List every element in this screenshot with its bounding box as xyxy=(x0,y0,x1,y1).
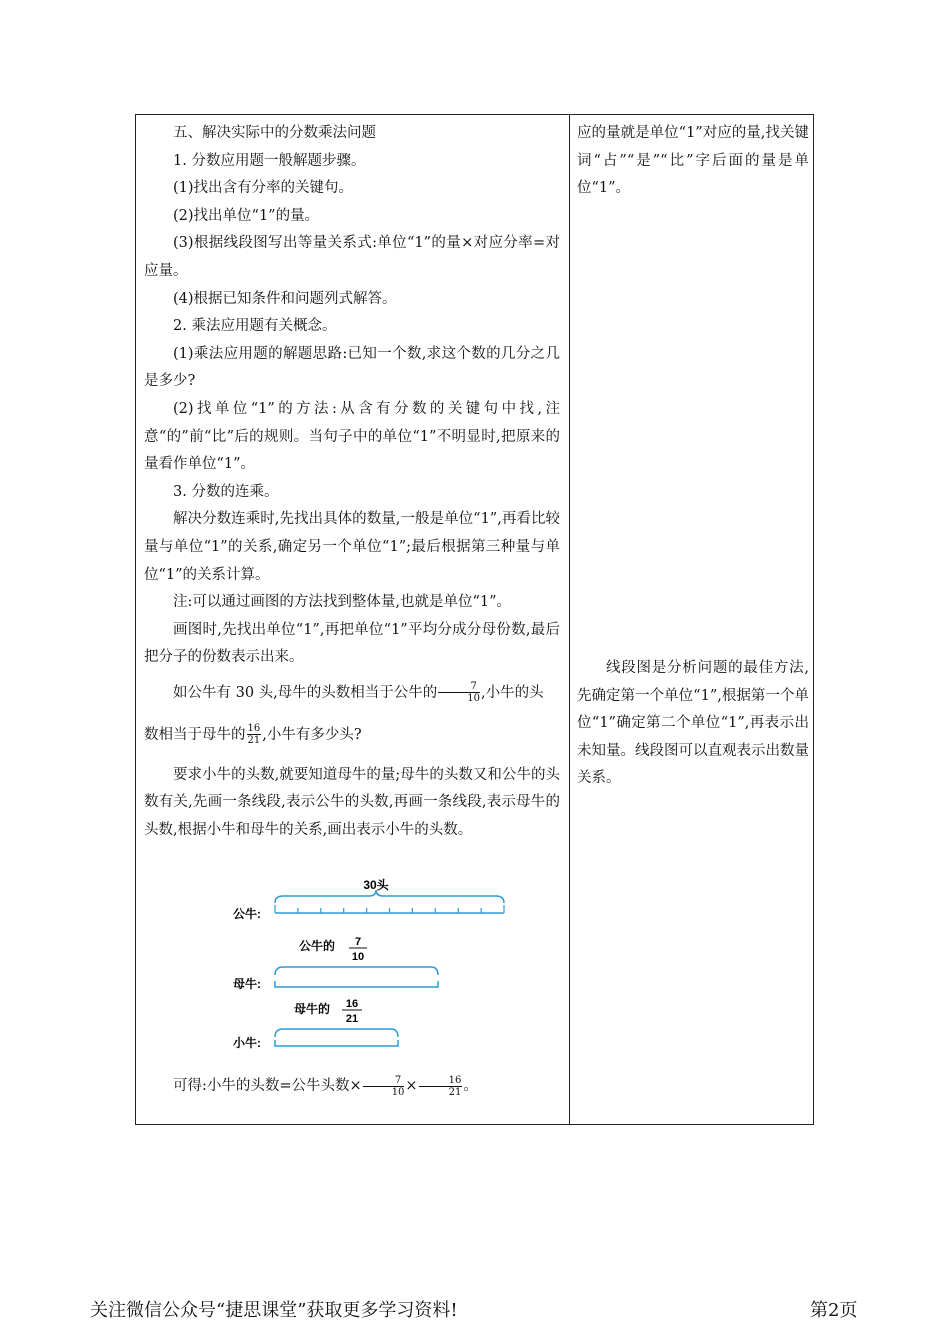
example-text: 数相当于母牛的 xyxy=(144,726,246,743)
muniu-label: 母牛: xyxy=(233,977,261,991)
diagram-fraction-denominator: 21 xyxy=(345,1013,359,1025)
example-text: ,小牛的头 xyxy=(481,684,544,701)
paragraph: 要求小牛的头数,就要知道母牛的量;母牛的头数又和公牛的头数有关,先画一条线段,表示公牛的头数,再画一条线段,表示母牛的头数,根据小牛和母牛的关系,画出表示小牛的头数。 xyxy=(144,766,560,839)
muniu-brace xyxy=(275,967,438,975)
gongniu-label: 公牛: xyxy=(233,907,261,921)
column-divider xyxy=(569,115,570,1124)
total-brace xyxy=(275,890,504,903)
xiaoniu-brace xyxy=(275,1029,398,1037)
total-label: 30头 xyxy=(363,878,389,892)
result-line xyxy=(144,1065,560,1107)
example-line-1 xyxy=(144,672,560,714)
fraction-denominator: 21 xyxy=(448,1086,462,1098)
paragraph: (3)根据线段图写出等量关系式:单位“1”的量×对应分率=对应量。 xyxy=(144,235,560,279)
example-text: 如公牛有 30 头,母牛的头数相当于公牛的 xyxy=(173,684,438,701)
left-column xyxy=(144,120,560,845)
result-block xyxy=(144,1065,560,1107)
fraction-numerator: 16 xyxy=(419,1075,463,1087)
paragraph: 3. 分数的连乘。 xyxy=(173,483,279,500)
section-title: 五、解决实际中的分数乘法问题 xyxy=(173,125,376,141)
diagram-fraction-denominator: 10 xyxy=(351,951,365,963)
xiaoniu-caption: 母牛的 xyxy=(294,1002,331,1016)
fraction-7-10 xyxy=(363,1075,405,1098)
muniu-caption: 公牛的 xyxy=(299,939,336,953)
fraction-denominator: 10 xyxy=(467,693,481,705)
fraction-numerator: 7 xyxy=(438,681,480,693)
fraction-denominator: 10 xyxy=(391,1086,405,1098)
paragraph: (2)找出单位“1”的量。 xyxy=(173,207,320,224)
paragraph: (4)根据已知条件和问题列式解答。 xyxy=(173,290,397,307)
paragraph: (1)找出含有分率的关键句。 xyxy=(173,180,354,197)
muniu-segment xyxy=(275,981,438,987)
page-number: 第2页 xyxy=(810,1300,858,1321)
paragraph: 画图时,先找出单位“1”,再把单位“1”平均分成分母份数,最后把分子的份数表示出来。 xyxy=(144,621,560,666)
xiaoniu-segment xyxy=(275,1040,398,1046)
fraction-numerator: 16 xyxy=(247,723,261,735)
fraction-numerator: 7 xyxy=(363,1075,405,1087)
fraction-denominator: 21 xyxy=(247,735,261,747)
line-segment-diagram xyxy=(221,873,521,1063)
side-note: 线段图是分析问题的最佳方法,先确定第一个单位“1”,根据第一个单位“1”确定第二个单位“1”,再表示出未知量。线段图可以直观表示出数量关系。 xyxy=(577,660,809,787)
example-line-2 xyxy=(144,714,560,756)
right-column-lower xyxy=(577,655,809,793)
fraction-7-10 xyxy=(438,681,480,704)
paragraph: 1. 分数应用题一般解题步骤。 xyxy=(173,152,366,169)
diagram-fraction-numerator: 16 xyxy=(345,998,359,1010)
paragraph: 注:可以通过画图的方法找到整体量,也就是单位“1”。 xyxy=(173,594,512,611)
paragraph: (1)乘法应用题的解题思路:已知一个数,求这个数的几分之几是多少? xyxy=(144,345,560,390)
xiaoniu-label: 小牛: xyxy=(233,1036,261,1050)
paragraph: 解决分数连乘时,先找出具体的数量,一般是单位“1”,再看比较量与单位“1”的关系,确定另一个单位“1”;最后根据第三种量与单位“1”的关系计算。 xyxy=(144,511,560,583)
fraction-16-21 xyxy=(247,723,262,746)
result-text: × xyxy=(405,1078,418,1094)
diagram-fraction-numerator: 7 xyxy=(354,936,362,948)
paragraph: (2)找单位“1”的方法:从含有分数的关键句中找,注意“的”前“比”后的规则。当句子中的单位“1”不明显时,把原来的量看作单位“1”。 xyxy=(144,400,560,473)
side-note: 应的量就是单位“1”对应的量,找关键词“占”“是”“比”字后面的量是单位“1”。 xyxy=(577,125,809,197)
example-text: ,小牛有多少头? xyxy=(262,726,362,743)
result-text: 可得:小牛的头数=公牛头数× xyxy=(173,1078,362,1094)
paragraph: 2. 乘法应用题有关概念。 xyxy=(173,318,337,335)
diagram-svg xyxy=(221,873,521,1063)
fraction-16-21 xyxy=(419,1075,463,1098)
gongniu-ticks xyxy=(275,905,504,913)
result-text: 。 xyxy=(463,1078,478,1094)
content-table xyxy=(135,114,814,1125)
right-column xyxy=(577,120,809,203)
footer-promo: 关注微信公众号“捷思课堂”获取更多学习资料! xyxy=(90,1300,458,1321)
